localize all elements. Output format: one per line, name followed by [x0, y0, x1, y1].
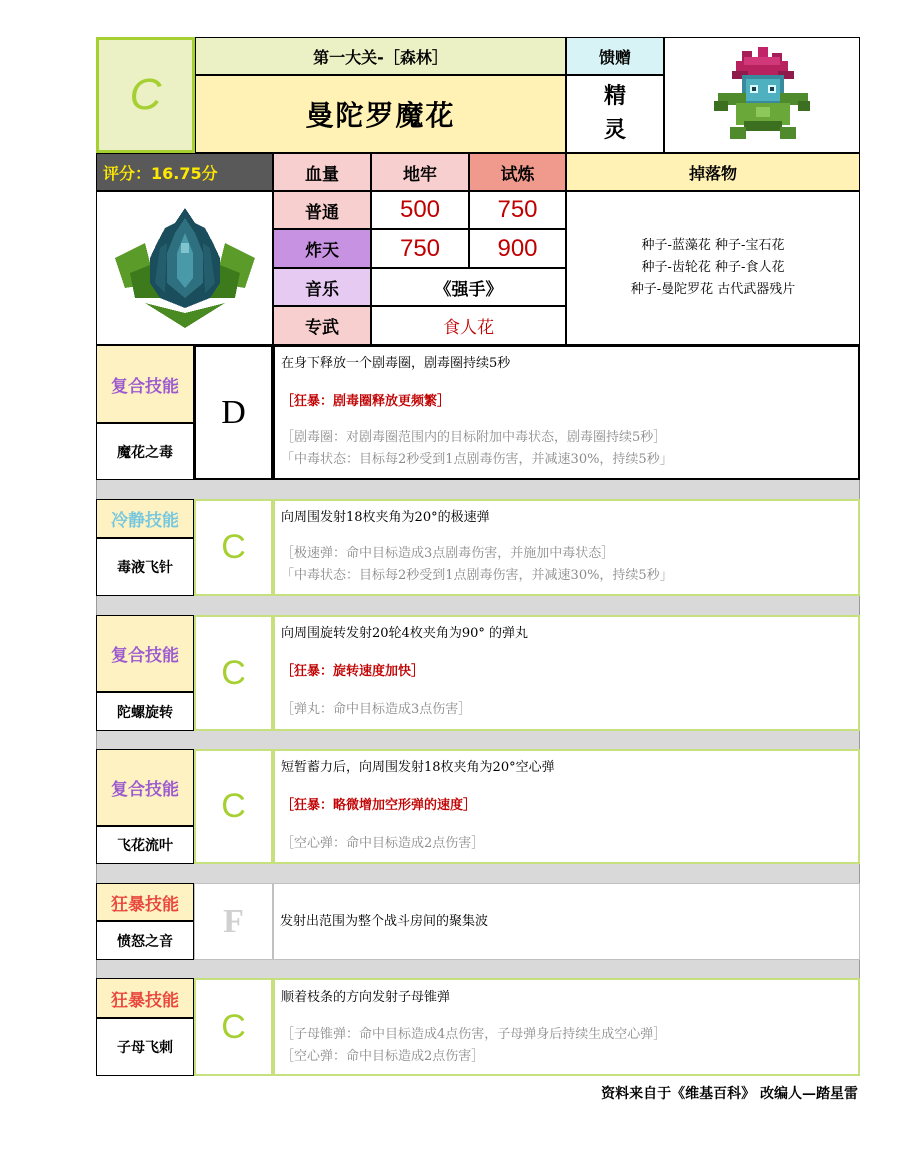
weapon-label-cell: [273, 306, 371, 345]
hp-label-cell: [273, 153, 371, 191]
skill-name: 毒液飞针: [117, 560, 173, 576]
skill-grade-cell: [194, 978, 273, 1076]
skill-grade-cell: [194, 615, 273, 731]
music-value: 《强手》: [434, 279, 503, 300]
skill-grade-cell: [194, 499, 273, 596]
skill-note: ［空心弹：命中目标造成2点伤害］: [281, 836, 485, 851]
score-text: 评分：16.75分: [103, 163, 218, 183]
dungeon-label-cell: [371, 153, 469, 191]
boom-trial-cell: [469, 229, 566, 268]
skill-name-cell: [96, 538, 194, 596]
normal-trial-cell: [469, 191, 566, 229]
skill-rage-effect: ［狂暴：剧毒圈释放更频繁］: [281, 394, 451, 409]
skill-name-cell: [96, 826, 194, 864]
elf-pet-icon: [712, 45, 812, 145]
skill-type: 狂暴技能: [111, 990, 179, 1011]
skill-rage-effect: ［狂暴：旋转速度加快］: [281, 664, 425, 679]
skill-grade: C: [221, 528, 246, 566]
skill-grade-cell: [194, 345, 273, 480]
skill-note: 「中毒状态：目标每2秒受到1点剧毒伤害，并减速30%，持续5秒」: [281, 452, 673, 467]
skill-grade-cell: [194, 749, 273, 864]
skill-type: 复合技能: [111, 376, 179, 397]
skill-grade: C: [221, 653, 246, 692]
skill-desc: 发射出范围为整个战斗房间的聚集波: [280, 913, 489, 929]
music-value-cell: [371, 268, 566, 306]
section-divider: [96, 480, 860, 499]
skill-type: 冷静技能: [111, 511, 179, 531]
skill-rage-effect: ［狂暴：略微增加空形弹的速度］: [281, 798, 477, 813]
music-label-cell: [273, 268, 371, 306]
boom-label-cell: [273, 229, 371, 268]
gift-value-2: 灵: [603, 118, 626, 143]
grade-box: [96, 37, 195, 153]
trial-label-cell: [469, 153, 566, 191]
skill-desc-box: [273, 883, 860, 960]
boom-trial-hp: 900: [497, 234, 538, 262]
stage-text: 第一大关-［森林］: [313, 47, 448, 67]
credit-text: 资料来自于《维基百科》 改编人—踏星雷: [601, 1086, 858, 1102]
skill-type-cell: [96, 499, 194, 538]
skill-name: 魔花之毒: [117, 444, 173, 461]
boss-portrait-cell: [96, 191, 273, 345]
stage-title: [195, 37, 566, 75]
skill-note: ［极速弹：命中目标造成3点剧毒伤害，并施加中毒状态］: [281, 546, 615, 561]
gift-value-1: 精: [603, 84, 626, 109]
normal-label: 普通: [305, 202, 339, 223]
skill-note: 「中毒状态：目标每2秒受到1点剧毒伤害，并减速30%，持续5秒」: [281, 568, 673, 583]
skill-type-cell: [96, 883, 194, 921]
normal-trial-hp: 750: [497, 196, 538, 223]
skill-type-cell: [96, 749, 194, 826]
skill-type-cell: [96, 345, 194, 423]
skill-grade: C: [221, 1007, 246, 1046]
drops-label-cell: [566, 153, 860, 191]
skill-name-cell: [96, 921, 194, 960]
boom-dungeon-hp: 750: [399, 234, 441, 262]
section-divider: [96, 596, 860, 615]
drop-line-3: 种子-曼陀罗花 古代武器残片: [630, 282, 796, 297]
boss-grade: C: [129, 70, 162, 119]
boom-dungeon-cell: [371, 229, 469, 268]
normal-dungeon-cell: [371, 191, 469, 229]
normal-label-cell: [273, 191, 371, 229]
skill-type-cell: [96, 978, 194, 1018]
section-divider: [96, 960, 860, 978]
skill-name-cell: [96, 692, 194, 731]
skill-note: ［剧毒圈：对剧毒圈范围内的目标附加中毒状态，剧毒圈持续5秒］: [281, 430, 667, 445]
skill-type: 复合技能: [111, 780, 179, 800]
skill-desc-box: [273, 345, 860, 480]
skill-desc: 向周围发射18枚夹角为20°的极速弹: [281, 510, 490, 525]
skill-type-cell: [96, 615, 194, 692]
skill-desc: 向周围旋转发射20轮4枚夹角为90° 的弹丸: [281, 626, 528, 641]
skill-name: 飞花流叶: [117, 838, 173, 854]
skill-note: ［弹丸：命中目标造成3点伤害］: [281, 702, 472, 717]
drops-label: 掉落物: [688, 163, 737, 183]
weapon-label: 专武: [305, 318, 339, 338]
trial-label: 试炼: [500, 164, 535, 185]
gift-label: 馈赠: [598, 47, 631, 67]
hp-label: 血量: [305, 164, 339, 185]
boss-name: 曼陀罗魔花: [305, 99, 456, 132]
dungeon-label: 地牢: [403, 164, 437, 185]
gift-value-cell: [566, 75, 664, 153]
skill-note: ［空心弹：命中目标造成2点伤害］: [281, 1049, 485, 1064]
weapon-value: 食人花: [443, 318, 494, 338]
weapon-value-cell: [371, 306, 566, 345]
skill-name-cell: [96, 1018, 194, 1076]
boom-label: 炸天: [305, 241, 339, 261]
score-cell: [96, 153, 273, 191]
skill-desc: 在身下释放一个剧毒圈，剧毒圈持续5秒: [281, 356, 511, 371]
skill-desc-box: [273, 615, 860, 731]
skill-note: ［子母锥弹：命中目标造成4点伤害，子母弹身后持续生成空心弹］: [281, 1027, 667, 1042]
skill-grade: D: [221, 393, 246, 431]
skill-grade: F: [223, 902, 244, 940]
music-label: 音乐: [305, 279, 339, 300]
drop-line-2: 种子-齿轮花 种子-食人花: [641, 260, 785, 275]
skill-type: 狂暴技能: [111, 894, 179, 915]
skill-name: 陀螺旋转: [117, 704, 173, 721]
skill-name: 子母飞刺: [117, 1040, 173, 1056]
skill-name-cell: [96, 423, 194, 480]
section-divider: [96, 731, 860, 749]
pet-portrait-cell: [664, 37, 860, 153]
skill-desc-box: [273, 749, 860, 864]
skill-name: 愤怒之音: [117, 933, 173, 950]
skill-type: 复合技能: [111, 646, 179, 666]
footer-credit: [440, 1083, 858, 1103]
mandrake-flower-icon: [105, 203, 265, 333]
normal-dungeon-hp: 500: [399, 196, 441, 223]
gift-label-cell: [566, 37, 664, 75]
skill-desc: 短暂蓄力后，向周围发射18枚夹角为20°空心弹: [281, 760, 555, 775]
skill-desc-box: [273, 499, 860, 596]
section-divider: [96, 864, 860, 883]
drops-list-cell: [566, 191, 860, 345]
skill-grade-cell: [194, 883, 273, 960]
boss-name-cell: [195, 75, 566, 153]
skill-desc-box: [273, 978, 860, 1076]
drop-line-1: 种子-蓝藻花 种子-宝石花: [641, 238, 785, 253]
skill-grade: C: [221, 787, 246, 825]
skill-desc: 顺着枝条的方向发射子母锥弹: [281, 990, 451, 1005]
